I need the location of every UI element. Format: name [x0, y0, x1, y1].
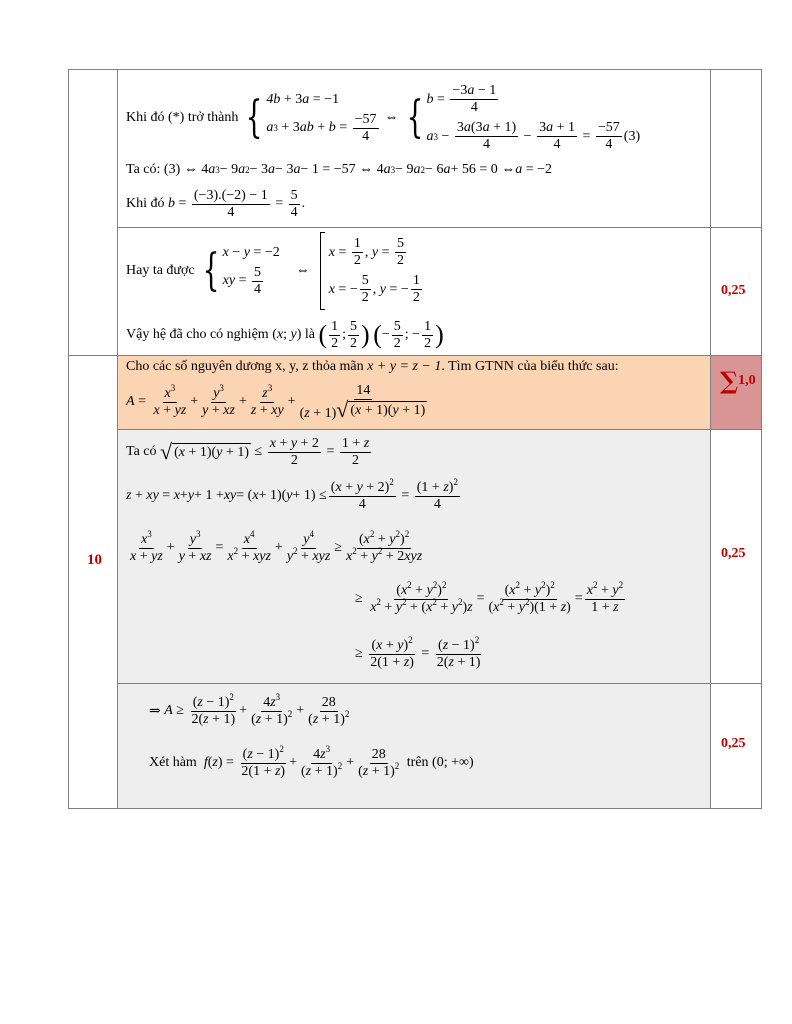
text-vay-he: Vậy hệ đã cho có nghiệm — [126, 327, 269, 342]
text-tren: trên — [406, 755, 429, 770]
total-score — [720, 366, 756, 395]
z-xy-line: z + xy = x + y + 1 + xy = ( x + 1)( y + 1) ≤ $\frac{(x + y + 2)^2}{4}$ = $\frac{(1 + z)^2}{4}$ — [126, 476, 458, 512]
score-2: 0,25 — [721, 546, 746, 561]
text-khi-do-1: Khi đó (*) trở thành — [126, 110, 239, 125]
xy-system-line: Hay ta được { x − y = −2 xy = $\frac{5}{4}$ ⇔ x = $\frac{1}{2}$ , y = $\frac{5}{2}$ x = − $\frac{5}{2}$ , y = − $\frac{1}{2}$ — [126, 230, 424, 312]
equation-3-line: Ta có: (3) ⇔ 4 a 3 − 9 a 2 − 3 a − 3 a − 1 = −57 ⇔ 4 a 3 − 9 a 2 − 6 a + 56 = 0 ⇔ a = −2 — [126, 162, 553, 177]
question-number: 10 — [87, 552, 102, 568]
function-line: Xét hàm f ( z ) = $\frac{(z - 1)^2}{2(1 + z)}$ + $\frac{4z^3}{(z + 1)^2}$ + $\frac{28}{(z + 1)^2}$ trên (0; +∞) — [149, 743, 474, 779]
row-divider — [118, 429, 761, 430]
text-la: là — [304, 327, 315, 342]
ineq-line-1: $\frac{x^3}{x + yz}$ + $\frac{y^3}{y + xz}$ = $\frac{x^4}{x^2 + xyz}$ + $\frac{y^4}{y^2 + xyz}$ ≥ $\frac{(x^2 + y^2)^2}{x^2 + y^2 + 2xyz}$ — [130, 528, 423, 564]
row-divider — [118, 227, 761, 228]
score-1: 0,25 — [721, 283, 746, 298]
text-hay-ta-duoc: Hay ta được — [126, 263, 195, 278]
ineq-line-3: ≥ $\frac{(x + y)^2}{2(1 + z)}$ = $\frac{(z - 1)^2}{2(z + 1)}$ — [355, 634, 481, 670]
ineq-sqrt-line: Ta có √ (x + 1)(y + 1) ≤ $\frac{x + y + 2}{2}$ = $\frac{1 + z}{2}$ — [126, 435, 370, 468]
text-ta-co-2: Ta có — [126, 444, 157, 459]
text-xet-ham: Xét hàm — [149, 755, 197, 770]
total-score-value: 1,0 — [738, 372, 756, 388]
A-bound-line: ⇒ A ≥ $\frac{(z - 1)^2}{2(z + 1)}$ + $\frac{4z^3}{(z + 1)^2}$ + $\frac{28}{(z + 1)^2}$ — [149, 691, 350, 727]
system-transform-line: Khi đó (*) trở thành { 4b + 3 a = −1 a 3 + 3 ab + b = $\frac{-57}{4}$ ⇔ { b = $\frac{-3a - 1}{4}$ a 3 − $\frac{3a(3a + 1)}{4}$ − $\frac{3a + 1}{4}$ = $\frac{-57}{4}$ (3) — [126, 83, 641, 152]
sum-icon: ∑ — [720, 366, 739, 395]
solution-conclusion-line: Vậy hệ đã cho có nghiệm ( x ; y ) là ( $\frac{1}{2}$ ; $\frac{5}{2}$ ) ( − $\frac{5}{2}$ ; − $\frac{1}{2}$ ) — [126, 318, 444, 351]
problem-text: Cho các số nguyên dương x, y, z thỏa mãn — [126, 359, 364, 374]
score-3: 0,25 — [721, 736, 746, 751]
ineq-line-2: ≥ $\frac{(x^2 + y^2)^2}{x^2 + y^2 + (x^2 + y^2)z}$ = $\frac{(x^2 + y^2)^2}{(x^2 + y^2)(1 + z)}$ = $\frac{x^2 + y^2}{1 + z}$ — [355, 579, 624, 615]
expression-A: A = $\frac{x^3}{x + yz}$ + $\frac{y^3}{y + xz}$ + $\frac{z^3}{z + xy}$ + 14 (z + 1) √ (x + 1)(y + 1) — [126, 382, 426, 422]
b-value-line: Khi đó b = $\frac{(-3).(-2) - 1}{4}$ = $\frac{5}{4}$ . — [126, 187, 306, 220]
problem-statement — [126, 358, 619, 376]
problem-tail: . Tìm GTNN của biểu thức sau: — [441, 359, 619, 374]
text-ta-co-1: Ta có: — [126, 162, 161, 177]
row-divider — [69, 355, 761, 356]
text-khi-do-2: Khi đó — [126, 196, 165, 211]
answer-table — [68, 69, 762, 809]
row-divider — [118, 683, 761, 684]
problem-condition: x + y = z − 1 — [367, 359, 442, 374]
column-divider — [710, 70, 711, 808]
